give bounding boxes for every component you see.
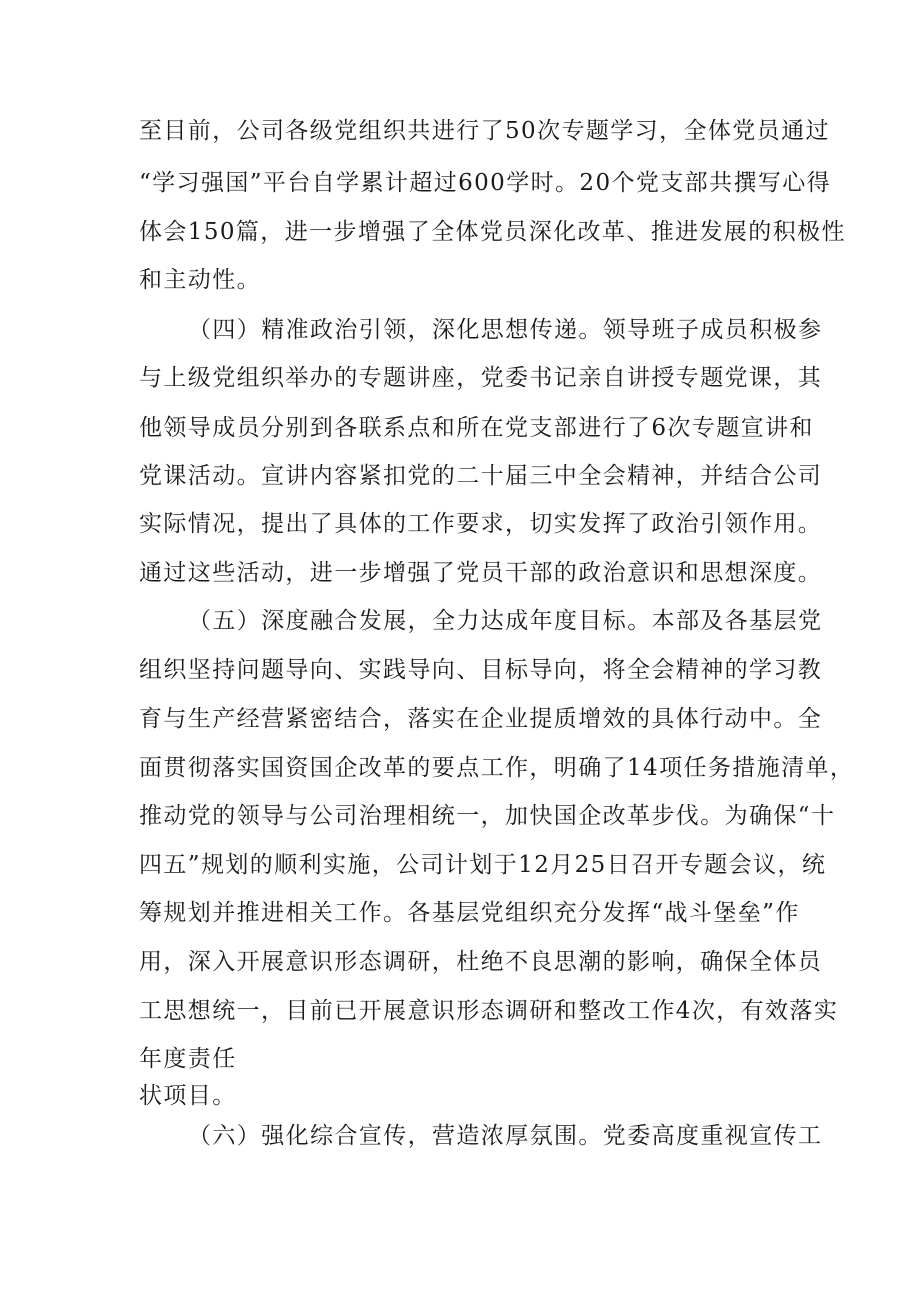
paragraph-line: 和主动性。 [139, 267, 261, 293]
section-heading-line: （六）强化综合宣传，营造浓厚氛围。党委高度重视宣传工 [188, 1123, 823, 1149]
paragraph-line: 状项目。 [139, 1083, 237, 1109]
paragraph-line: 体会150篇，进一步增强了全体党员深化改革、推进发展的积极性 [139, 219, 846, 245]
section-heading-line: （四）精准政治引领，深化思想传递。领导班子成员积极参 [188, 317, 823, 343]
paragraph-line: 用，深入开展意识形态调研，杜绝不良思潮的影响，确保全体员 [139, 949, 823, 975]
paragraph-line: 面贯彻落实国资国企改革的要点工作，明确了14项任务措施清单， [139, 755, 855, 781]
paragraph-line: 他领导成员分别到各联系点和所在党支部进行了6次专题宣讲和 [139, 415, 814, 441]
paragraph-line: 组织坚持问题导向、实践导向、目标导向，将全会精神的学习教 [139, 657, 823, 683]
paragraph-line: “学习强国”平台自学累计超过600学时。20个党支部共撰写心得 [139, 170, 832, 196]
paragraph-line: 四五”规划的顺利实施，公司计划于12月25日召开专题会议，统 [139, 852, 827, 878]
paragraph-line: 至目前，公司各级党组织共进行了50次专题学习，全体党员通过 [139, 118, 830, 144]
paragraph-line: 工思想统一，目前已开展意识形态调研和整改工作4次，有效落实 [139, 998, 839, 1024]
paragraph-line: 实际情况，提出了具体的工作要求，切实发挥了政治引领作用。 [139, 511, 823, 537]
paragraph-line: 育与生产经营紧密结合，落实在企业提质增效的具体行动中。全 [139, 706, 823, 732]
paragraph-line: 年度责任 [139, 1046, 237, 1072]
section-heading-line: （五）深度融合发展，全力达成年度目标。本部及各基层党 [188, 608, 823, 634]
paragraph-line: 通过这些活动，进一步增强了党员干部的政治意识和思想深度。 [139, 560, 823, 586]
paragraph-line: 筹规划并推进相关工作。各基层党组织充分发挥“战斗堡垒”作 [139, 900, 800, 926]
paragraph-line: 推动党的领导与公司治理相统一，加快国企改革步伐。为确保“十 [139, 803, 836, 829]
paragraph-line: 党课活动。宣讲内容紧扣党的二十届三中全会精神，并结合公司 [139, 463, 823, 489]
paragraph-line: 与上级党组织举办的专题讲座，党委书记亲自讲授专题党课，其 [139, 365, 823, 391]
